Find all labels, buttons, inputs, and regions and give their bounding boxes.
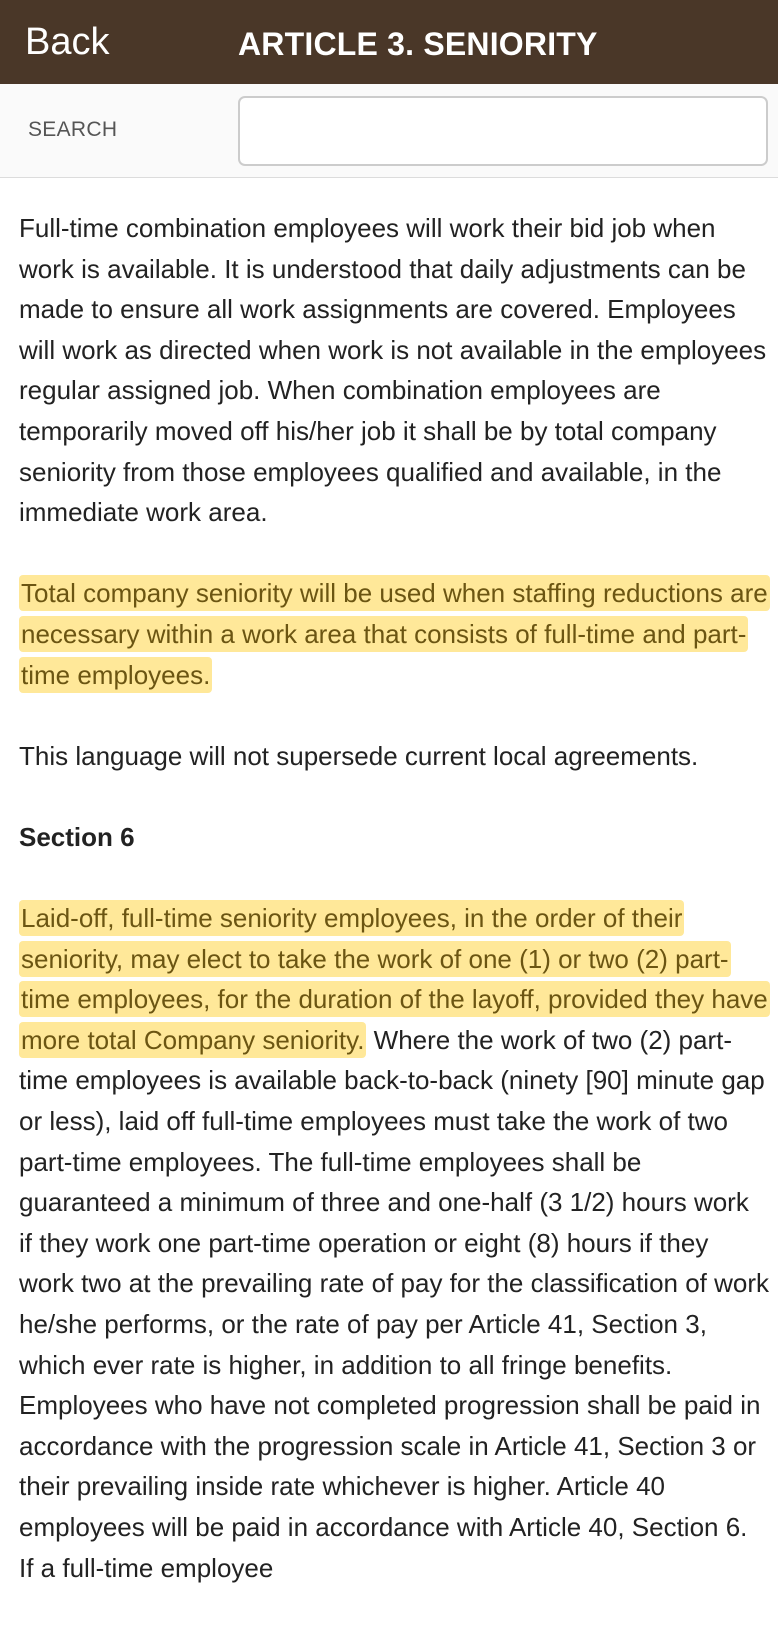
article-paragraph <box>19 573 769 695</box>
search-label: SEARCH <box>28 118 118 141</box>
highlighted-text: Laid-off, full-time seniority employees, in the order of their seniority, may elect to take the work of one (1) or two (2) part-time employees, for the duration of the layoff, provided they have more total Company seniority. <box>19 900 770 1058</box>
article-paragraph: This language will not supersede current local agreements. <box>19 740 699 771</box>
page-title: ARTICLE 3. SENIORITY <box>238 26 598 62</box>
section-heading: Section 6 <box>19 821 135 852</box>
article-paragraph: Full-time combination employees will work their bid job when work is available. It is understood that daily adjustments can be made to ensure all work assignments are covered. Employees will work as directed when work is not available in the employees regular assigned job. When combination employees are temporarily moved off his/her job it shall be by total company seniority from those employees qualified and available, in the immediate work area. <box>19 213 767 528</box>
search-input[interactable] <box>238 96 768 166</box>
top-app-bar <box>0 0 778 84</box>
article-paragraph <box>19 898 769 1588</box>
highlighted-text: Total company seniority will be used when staffing reductions are necessary within a work area that consists of full-time and part-time employees. <box>19 575 770 692</box>
article-content <box>19 208 769 1629</box>
back-button[interactable]: Back <box>25 21 110 63</box>
search-bar <box>0 84 778 178</box>
paragraph-text: Where the work of two (2) part-time employees is available back-to-back (ninety [90] minute gap or less), laid off full-time employees must take the work of two part-time employees. The full-time employees shall be guaranteed a minimum of three and one-half (3 1/2) hours work if they work one part-time operation or eight (8) hours if they work two at the prevailing rate of pay for the classification of work he/she performs, or the rate of pay per Article 41, Section 3, which ever rate is higher, in addition to all fringe benefits. Employees who have not completed progression shall be paid in accordance with the progression scale in Article 41, Section 3 or their prevailing inside rate whichever is higher. Article 40 employees will be paid in accordance with Article 40, Section 6. If a full-time employee <box>19 1024 770 1583</box>
